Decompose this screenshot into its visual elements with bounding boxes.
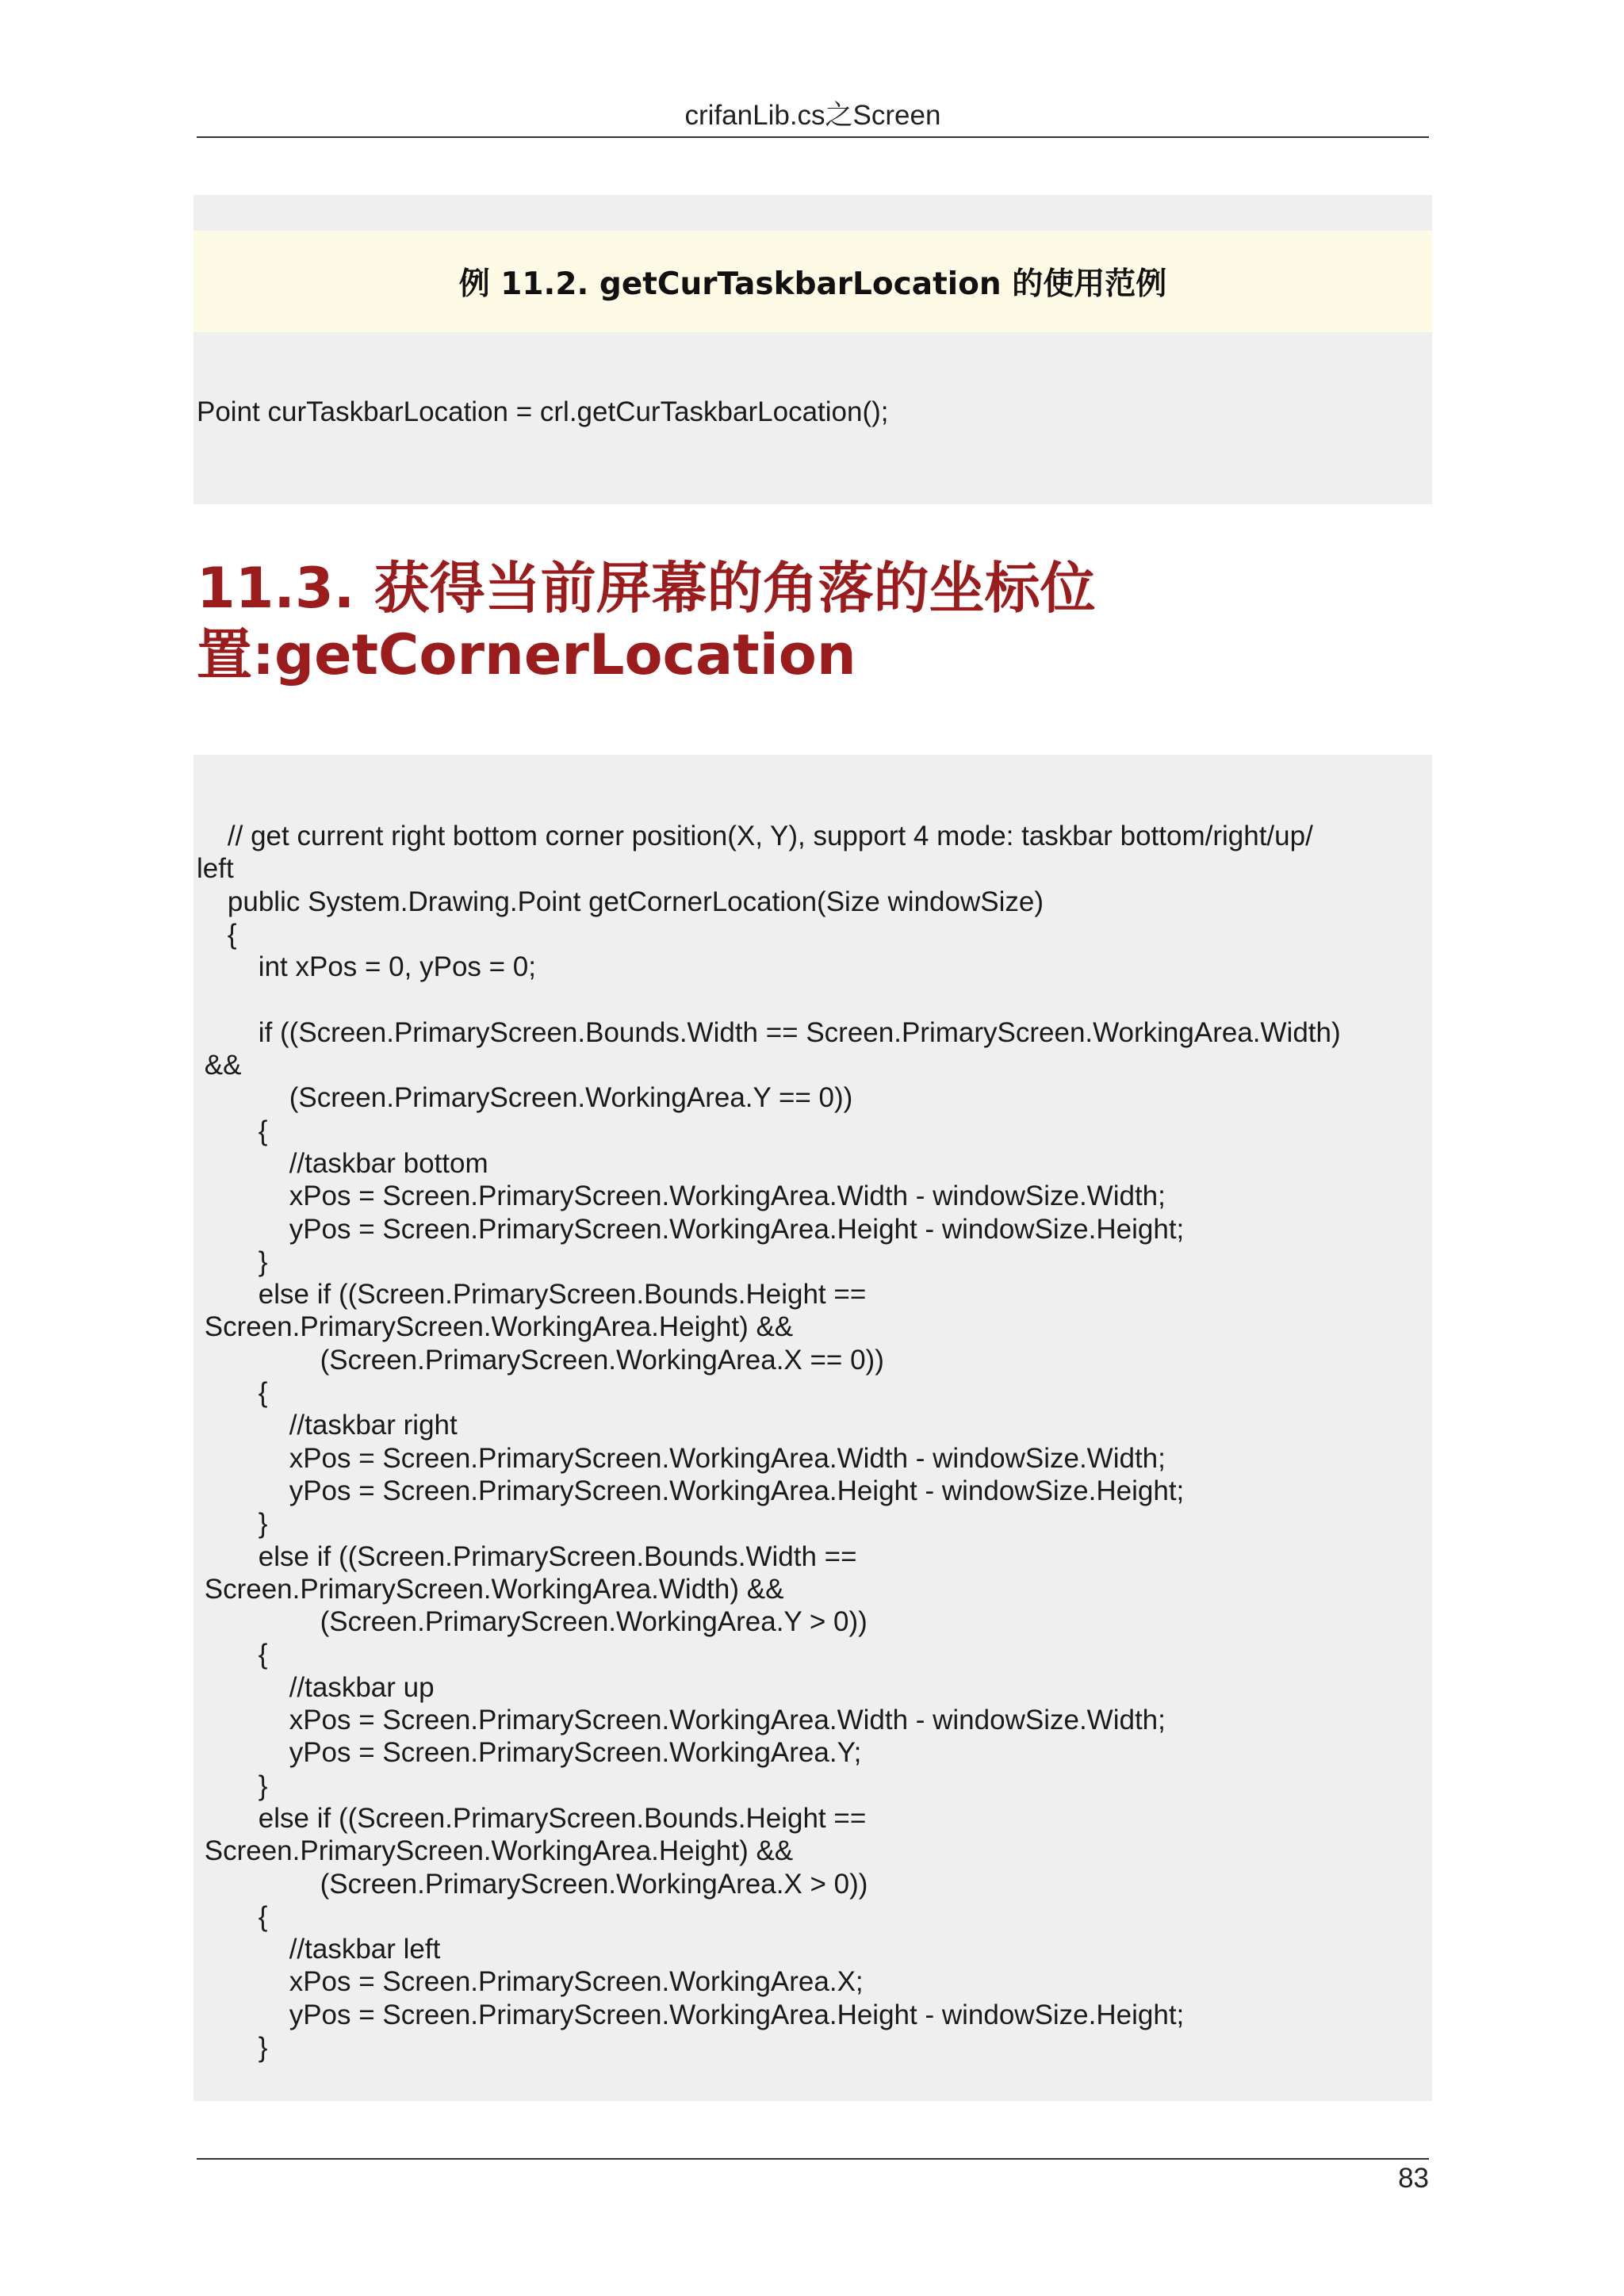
code-line: else if ((Screen.PrimaryScreen.Bounds.Height == <box>197 1802 867 1834</box>
code-line: } <box>197 1508 268 1540</box>
code-line: (Screen.PrimaryScreen.WorkingArea.X == 0)) <box>197 1344 884 1376</box>
code-line: else if ((Screen.PrimaryScreen.Bounds.Height == <box>197 1279 867 1311</box>
code-line: } <box>197 1770 268 1801</box>
page-header-title: crifanLib.cs之Screen <box>684 100 941 131</box>
code-line: //taskbar bottom <box>197 1147 488 1179</box>
code-line: public System.Drawing.Point getCornerLocation(Size windowSize) <box>197 886 1044 917</box>
code-line: } <box>197 2031 268 2063</box>
code-line: Screen.PrimaryScreen.WorkingArea.Height) && <box>197 1835 794 1867</box>
code-line: { <box>197 1377 268 1409</box>
example-title: 例 11.2. getCurTaskbarLocation 的使用范例 <box>193 231 1432 332</box>
code-line: if ((Screen.PrimaryScreen.Bounds.Width == Screen.PrimaryScreen.WorkingArea.Width) <box>197 1016 1341 1048</box>
code-line: { <box>197 918 237 950</box>
code-line: xPos = Screen.PrimaryScreen.WorkingArea.X; <box>197 1966 864 1998</box>
code-line: { <box>197 1900 268 1932</box>
code-line: } <box>197 1246 268 1277</box>
code-line: Screen.PrimaryScreen.WorkingArea.Width) && <box>197 1573 784 1605</box>
page-number: 83 <box>1398 2163 1429 2194</box>
code-line: int xPos = 0, yPos = 0; <box>197 951 536 983</box>
code-line: yPos = Screen.PrimaryScreen.WorkingArea.Height - windowSize.Height; <box>197 1213 1185 1245</box>
code-line: xPos = Screen.PrimaryScreen.WorkingArea.Width - windowSize.Width; <box>197 1181 1166 1212</box>
code-line: //taskbar right <box>197 1410 458 1441</box>
code-line: yPos = Screen.PrimaryScreen.WorkingArea.Height - windowSize.Height; <box>197 1999 1185 2030</box>
footer-divider <box>197 2158 1429 2160</box>
code-line: (Screen.PrimaryScreen.WorkingArea.Y == 0)) <box>197 1082 853 1114</box>
code-line: { <box>197 1115 268 1146</box>
example-box <box>193 195 1432 504</box>
code-line: (Screen.PrimaryScreen.WorkingArea.X > 0)) <box>197 1868 868 1900</box>
code-line: { <box>197 1639 268 1670</box>
code-line: yPos = Screen.PrimaryScreen.WorkingArea.Height - windowSize.Height; <box>197 1475 1185 1506</box>
code-listing <box>197 820 1341 2064</box>
code-line: Screen.PrimaryScreen.WorkingArea.Height) && <box>197 1311 794 1343</box>
code-line: else if ((Screen.PrimaryScreen.Bounds.Width == <box>197 1540 857 1572</box>
section-heading: 11.3. 获得当前屏幕的角落的坐标位置:getCornerLocation <box>197 556 1096 687</box>
code-line: left <box>197 853 234 885</box>
code-line: xPos = Screen.PrimaryScreen.WorkingArea.Width - windowSize.Width; <box>197 1442 1166 1474</box>
code-line: (Screen.PrimaryScreen.WorkingArea.Y > 0)) <box>197 1606 868 1638</box>
code-line: xPos = Screen.PrimaryScreen.WorkingArea.Width - windowSize.Width; <box>197 1705 1166 1736</box>
header-divider <box>197 136 1429 138</box>
code-line: //taskbar left <box>197 1934 441 1965</box>
code-line: yPos = Screen.PrimaryScreen.WorkingArea.Y; <box>197 1737 862 1769</box>
example-code: Point curTaskbarLocation = crl.getCurTaskbarLocation(); <box>197 396 889 427</box>
code-listing-box <box>193 755 1432 2101</box>
code-line: && <box>197 1050 242 1081</box>
code-line: // get current right bottom corner position(X, Y), support 4 mode: taskbar bottom/right/up/ <box>197 821 1313 851</box>
code-line: //taskbar up <box>197 1671 435 1703</box>
